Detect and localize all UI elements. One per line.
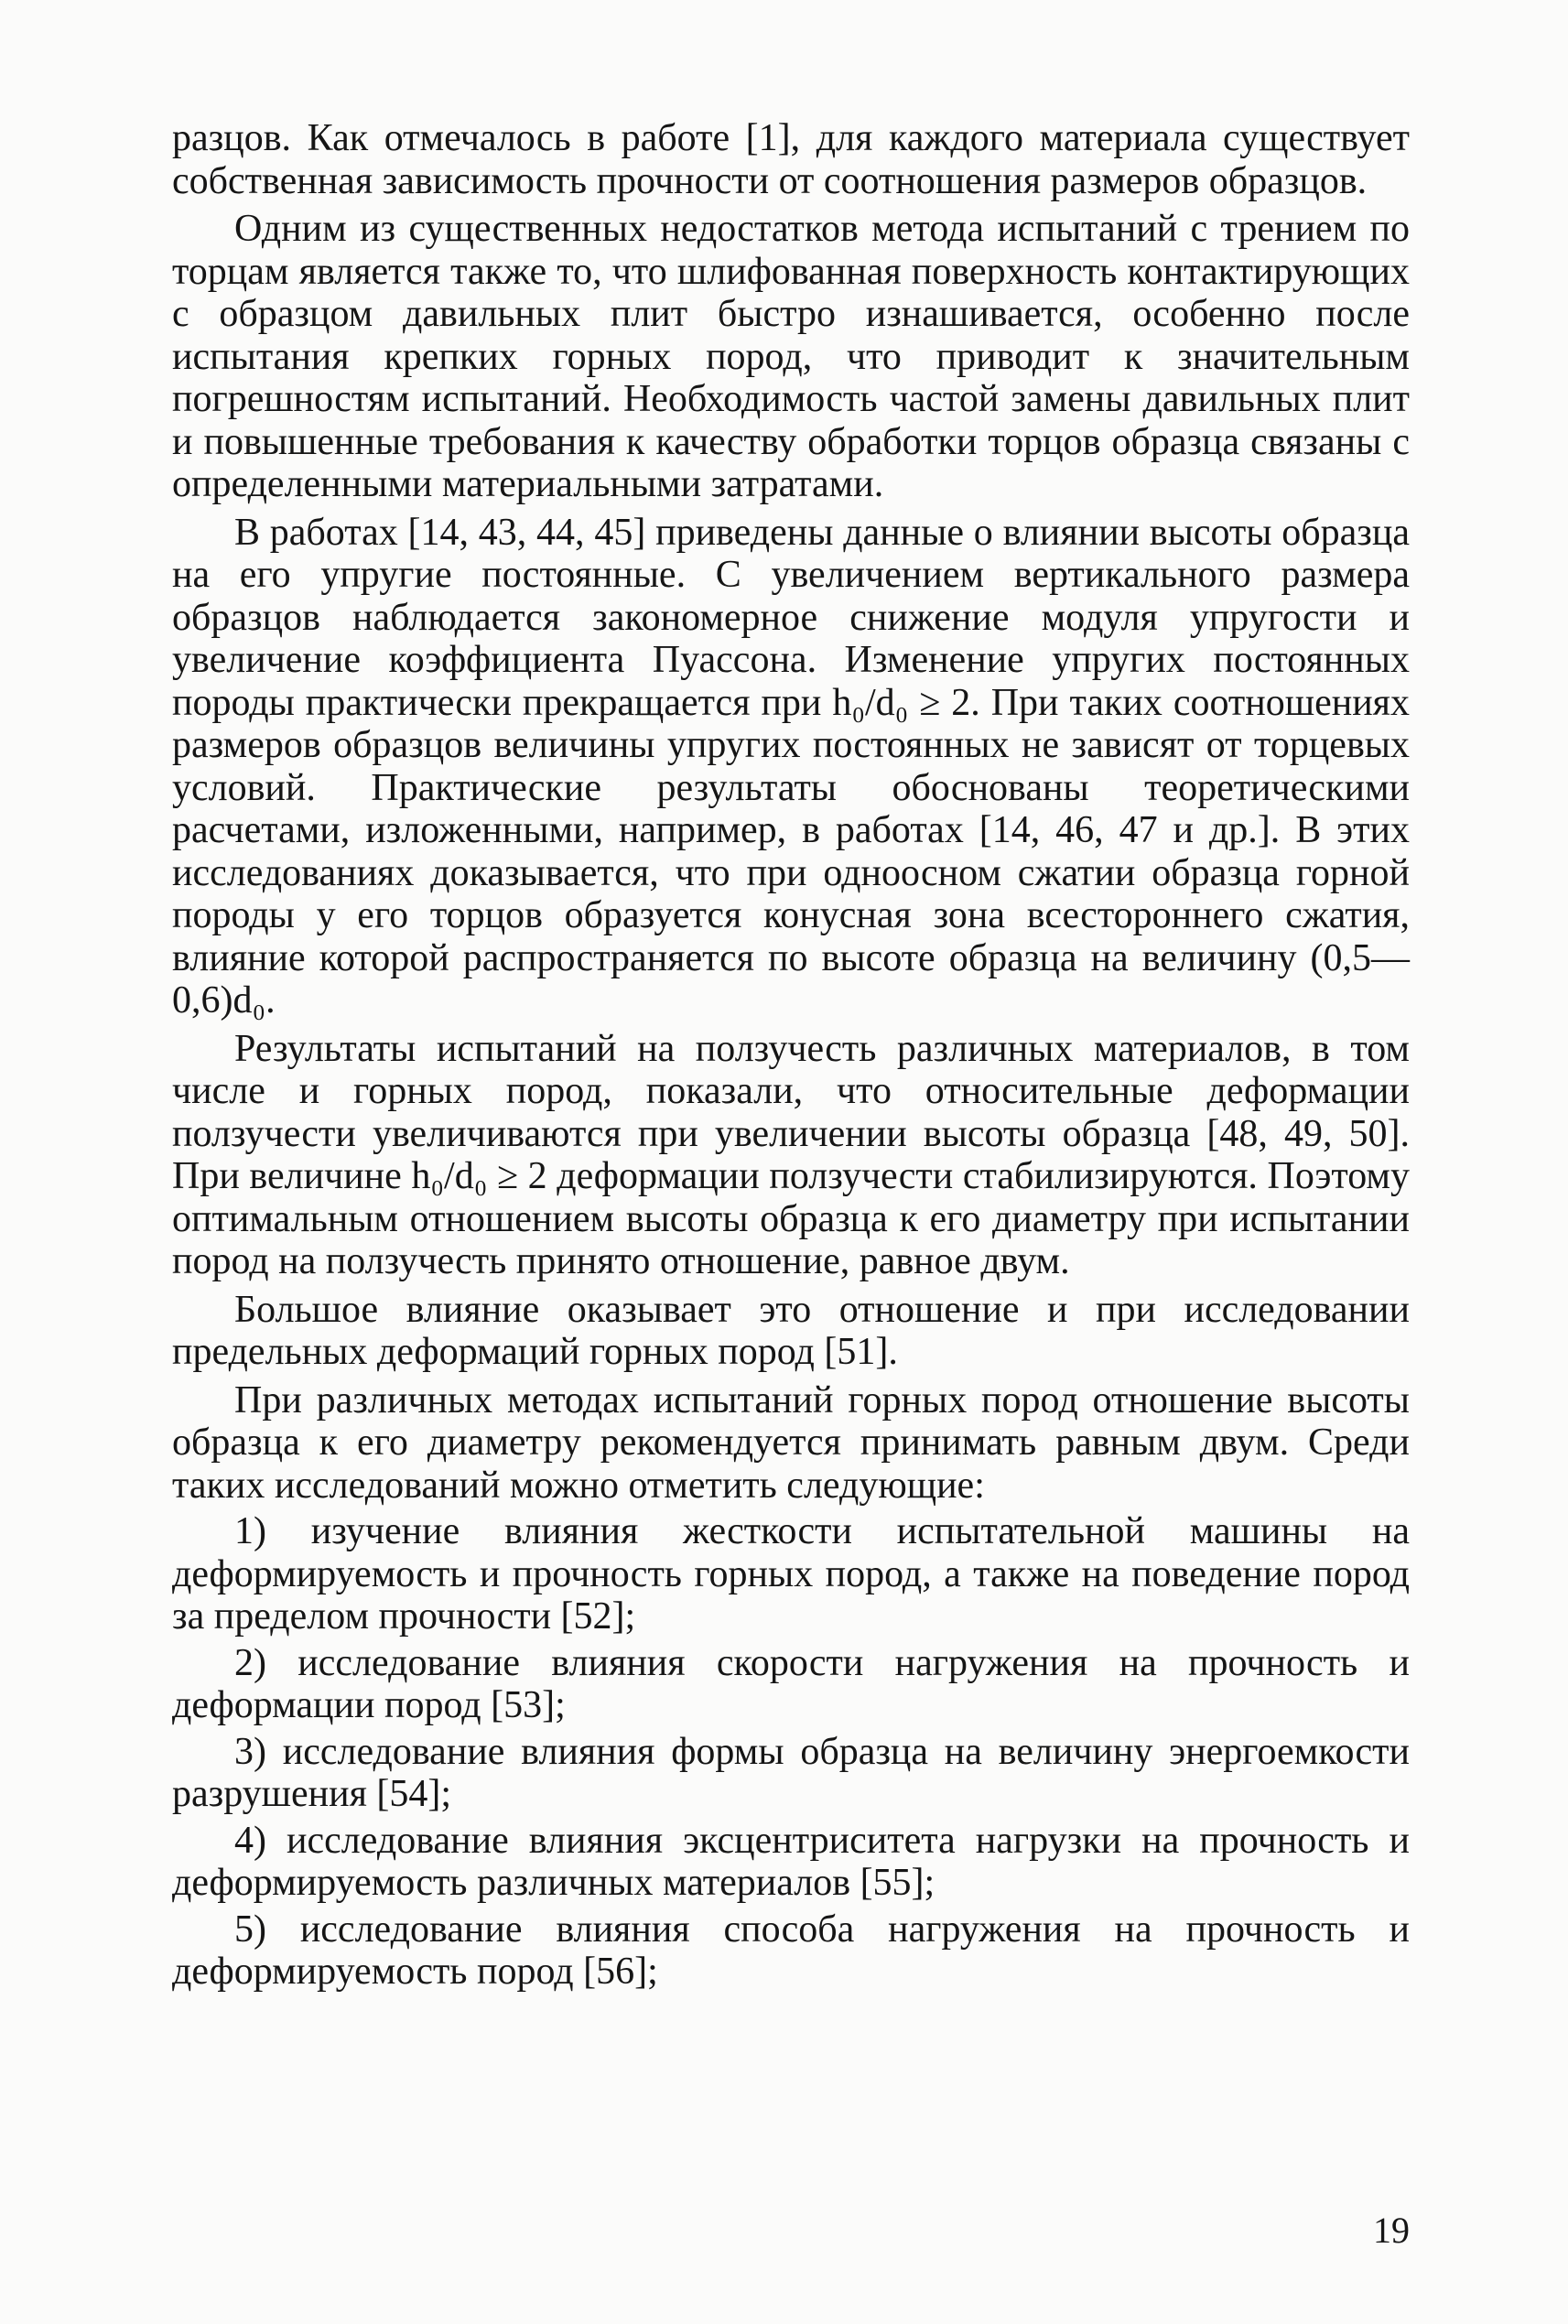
- list-item: 4) исследование влияния эксцентриситета нагрузки на прочность и деформируемость различных материалов [55];: [172, 1819, 1410, 1904]
- list-item: 3) исследование влияния формы образца на величину энергоемкости разрушения [54];: [172, 1730, 1410, 1815]
- paragraph-creep-results: Результаты испытаний на ползучесть различных материалов, в том числе и горных пород, показали, что относительные деформации ползучести увеличиваются при увеличении высоты образца [48, 49, 50]. При величине h₀/d₀ ≥ 2 деформации ползучести стабилизируются. Поэтому оптимальным отношением высоты образца к его диаметру при испытании пород на ползучесть принято отношение, равное двум.: [172, 1027, 1410, 1282]
- paragraph-continuation: разцов. Как отмечалось в работе [1], для каждого материала существует собственная зависимость прочности от соотношения размеров образцов.: [172, 117, 1410, 202]
- page-number: 19: [1373, 2210, 1410, 2251]
- body-text: [172, 117, 1410, 1994]
- list-item: 1) изучение влияния жесткости испытательной машины на деформируемость и прочность горных пород, а также на поведение пород за пределом прочности [52];: [172, 1510, 1410, 1638]
- paragraph-elastic-constants: В работах [14, 43, 44, 45] приведены данные о влиянии высоты образца на его упругие постоянные. С увеличением вертикального размера образцов наблюдается закономерное снижение модуля упругости и увеличение коэффициента Пуассона. Изменение упругих постоянных породы практически прекращается при h₀/d₀ ≥ 2. При таких соотношениях размеров образцов величины упругих постоянных не зависят от торцевых условий. Практические результаты обоснованы теоретическими расчетами, изложенными, например, в работах [14, 46, 47 и др.]. В этих исследованиях доказывается, что при одноосном сжатии образца горной породы у его торцов образуется конусная зона всестороннего сжатия, влияние которой распространяется по высоте образца на величину (0,5—0,6)d₀.: [172, 511, 1410, 1021]
- list-item: 5) исследование влияния способа нагружения на прочность и деформируемость пород [56];: [172, 1908, 1410, 1993]
- paragraph-friction-drawback: Одним из существенных недостатков метода испытаний с трением по торцам является также то, что шлифованная поверхность контактирующих с образцом давильных плит быстро изнашивается, особенно после испытания крепких горных пород, что приводит к значительным погрешностям испытаний. Необходимость частой замены давильных плит и повышенные требования к качеству обработки торцов образца связаны с определенными материальными затратами.: [172, 208, 1410, 505]
- paragraph-limit-deformations: Большое влияние оказывает это отношение и при исследовании предельных деформаций горных пород [51].: [172, 1288, 1410, 1373]
- paragraph-test-methods: При различных методах испытаний горных пород отношение высоты образца к его диаметру рекомендуется принимать равным двум. Среди таких исследований можно отметить следующие:: [172, 1378, 1410, 1507]
- list-item: 2) исследование влияния скорости нагружения на прочность и деформации пород [53];: [172, 1641, 1410, 1726]
